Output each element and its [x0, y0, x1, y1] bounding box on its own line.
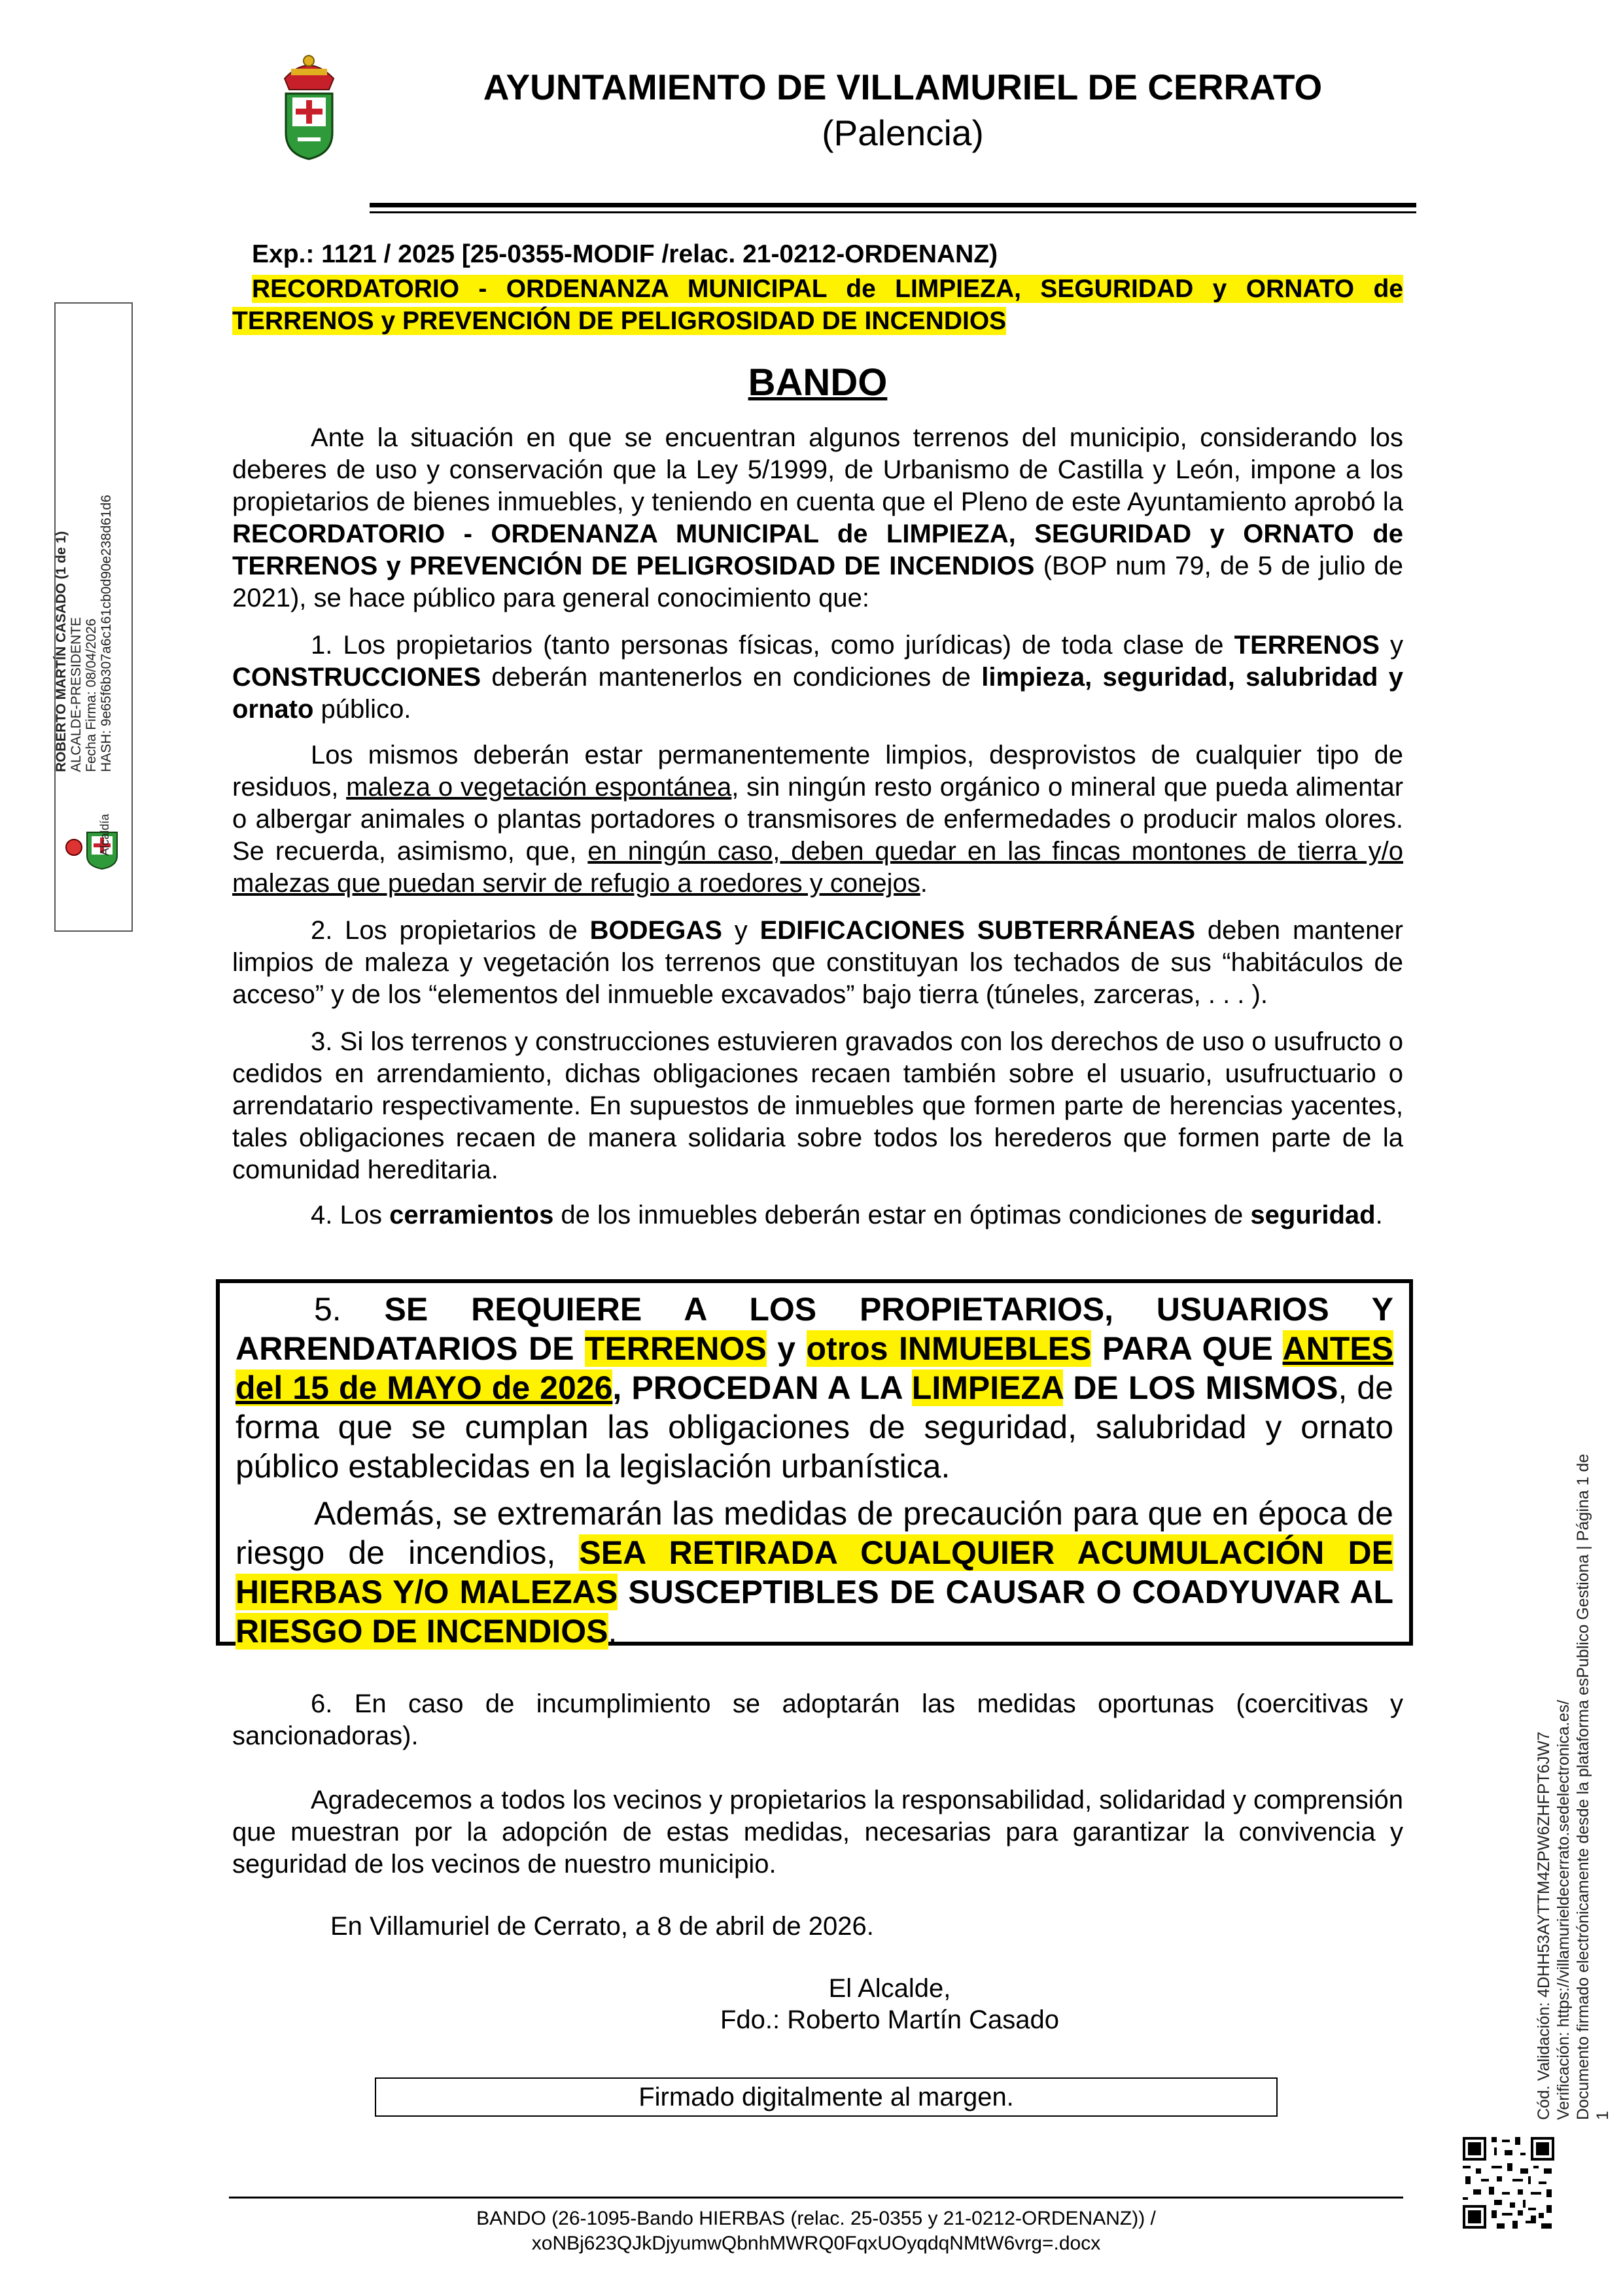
signed-digitally-box [375, 2077, 1278, 2117]
item-5-paragraph: 5. SE REQUIERE A LOS PROPIETARIOS, USUARIOS Y ARRENDATARIOS DE TERRENOS y otros INMUEBLES PARA QUE ANTES del 15 de MAYO de 2026, PROCEDAN A LA LIMPIEZA DE LOS MISMOS, de forma que se cumplan las obligaciones de seguridad, salubridad y ornato público establecidas en la legislación urbanística. [236, 1291, 1394, 1485]
header-divider [370, 203, 1416, 207]
item-6-paragraph: 6. En caso de incumplimiento se adoptarán las medidas oportunas (coercitivas y sancionadoras). [232, 1689, 1403, 1750]
expediente-number: Exp.: 1121 / 2025 [25-0355-MODIF /relac. 21-0212-ORDENANZ) [252, 240, 998, 268]
signature-stamp-text [54, 366, 132, 772]
validation-text [1534, 1453, 1612, 2120]
page-title: AYUNTAMIENTO DE VILLAMURIEL DE CERRATO [483, 67, 1323, 107]
document-title: BANDO [748, 361, 888, 404]
stamp-date: Fecha Firma: 08/04/2026 [84, 618, 99, 772]
closing-paragraph: Agradecemos a todos los vecinos y propietarios la responsabilidad, solidaridad y comprensión que muestran por la adopción de estas medidas, necesarias para garantizar la convivencia y seguridad de los vecinos de nuestro municipio. [232, 1786, 1403, 1879]
header-divider-thin [370, 211, 1416, 213]
validation-platform: Documento firmado electrónicamente desde la plataforma esPublico Gestiona | Página 1 de 1 [1574, 1453, 1612, 2120]
footer-line-1: BANDO (26-1095-Bando HIERBAS (relac. 25-0355 y 21-0212-ORDENANZ)) / [476, 2208, 1156, 2229]
stamp-signer: ROBERTO MARTÍN CASADO (1 de 1) [54, 531, 69, 772]
validation-url: Verificación: https://villamurieldecerrato.sedelectronica.es/ [1554, 1700, 1573, 2120]
item-5-box [216, 1279, 1413, 1650]
item-4-paragraph: 4. Los cerramientos de los inmuebles deberán estar en óptimas condiciones de seguridad. [311, 1201, 1383, 1229]
signature-name: Fdo.: Roberto Martín Casado [720, 2005, 1060, 2034]
stamp-position: ALCALDE-PRESIDENTE [69, 617, 84, 772]
stamp-office: Alcaldía [98, 813, 111, 856]
item-1-paragraph: 1. Los propietarios (tanto personas físicas, como jurídicas) de toda clase de TERRENOS y CONSTRUCCIONES deberán mantenerlos en condiciones de limpieza, seguridad, salubridad y ornato público. [232, 631, 1404, 724]
qr-code[interactable] [1460, 2134, 1557, 2231]
footer-divider [229, 2197, 1403, 2199]
coat-of-arms-logo [271, 49, 347, 164]
item-1-detail-paragraph: Los mismos deberán estar permanentemente limpios, desprovistos de cualquier tipo de residuos, maleza o vegetación espontánea, sin ningún resto orgánico o mineral que pueda alimentar o albergar animales o plantas portadores o transmisores de enfermedades o producir malos olores. Se recuerda, asimismo, que, en ningún caso, deben quedar en las fincas montones de tierra y/o malezas que puedan servir de refugio a roedores y conejos. [232, 741, 1404, 898]
page-subtitle: (Palencia) [822, 113, 984, 153]
item-5-precaution-paragraph: Además, se extremarán las medidas de precaución para que en época de riesgo de incendios, SEA RETIRADA CUALQUIER ACUMULACIÓN DE HIERBAS Y/O MALEZAS SUSCEPTIBLES DE CAUSAR O COADYUVAR AL RIESGO DE INCENDIOS. [236, 1495, 1393, 1650]
stamp-hash: HASH: 9e65f6b307a6c161cb0d90e238d61d6 [99, 495, 114, 772]
item-3-paragraph: 3. Si los terrenos y construcciones estuvieren gravados con los derechos de uso o usufructo o cedidos en arrendamiento, dichas obligaciones recaen también sobre el usuario, usufructuario o arrendatario respectivamente. En supuestos de inmuebles que formen parte de herencias yacentes, tales obligaciones recaen de manera solidaria sobre todos los herederos que formen parte de la comunidad hereditaria. [232, 1027, 1403, 1184]
subject-heading: RECORDATORIO - ORDENANZA MUNICIPAL de LIMPIEZA, SEGURIDAD y ORNATO de TERRENOS y PREVENCIÓN DE PELIGROSIDAD DE INCENDIOS [232, 275, 1403, 335]
footer-line-2: xoNBj623QJkDjyumwQbnhMWRQ0FqxUOyqdqNMtW6vrg=.docx [531, 2233, 1101, 2254]
validation-code: Cód. Validación: 4DHH53AYTTM4ZPW6ZHFPT6JW7 [1535, 1731, 1553, 2120]
signature-role: El Alcalde, [828, 1974, 951, 2003]
stamp-coat-of-arms-icon [62, 824, 128, 870]
intro-paragraph: Ante la situación en que se encuentran algunos terrenos del municipio, considerando los deberes de uso y conservación que la Ley 5/1999, de Urbanismo de Castilla y León, impone a los propietarios de bienes inmuebles, y teniendo en cuenta que el Pleno de este Ayuntamiento aprobó la RECORDATORIO - ORDENANZA MUNICIPAL de LIMPIEZA, SEGURIDAD y ORNATO de TERRENOS y PREVENCIÓN DE PELIGROSIDAD DE INCENDIOS (BOP num 79, de 5 de julio de 2021), se hace público para general conocimiento que: [232, 423, 1403, 612]
place-date: En Villamuriel de Cerrato, a 8 de abril de 2026. [330, 1912, 874, 1941]
item-2-paragraph: 2. Los propietarios de BODEGAS y EDIFICACIONES SUBTERRÁNEAS deben mantener limpios de maleza y vegetación los terrenos que constituyan los techados de sus “habitáculos de acceso” y de los “elementos del inmueble excavados” bajo tierra (túneles, zarceras, . . . ). [232, 916, 1403, 1009]
signed-digitally-note: Firmado digitalmente al margen. [638, 2083, 1014, 2111]
